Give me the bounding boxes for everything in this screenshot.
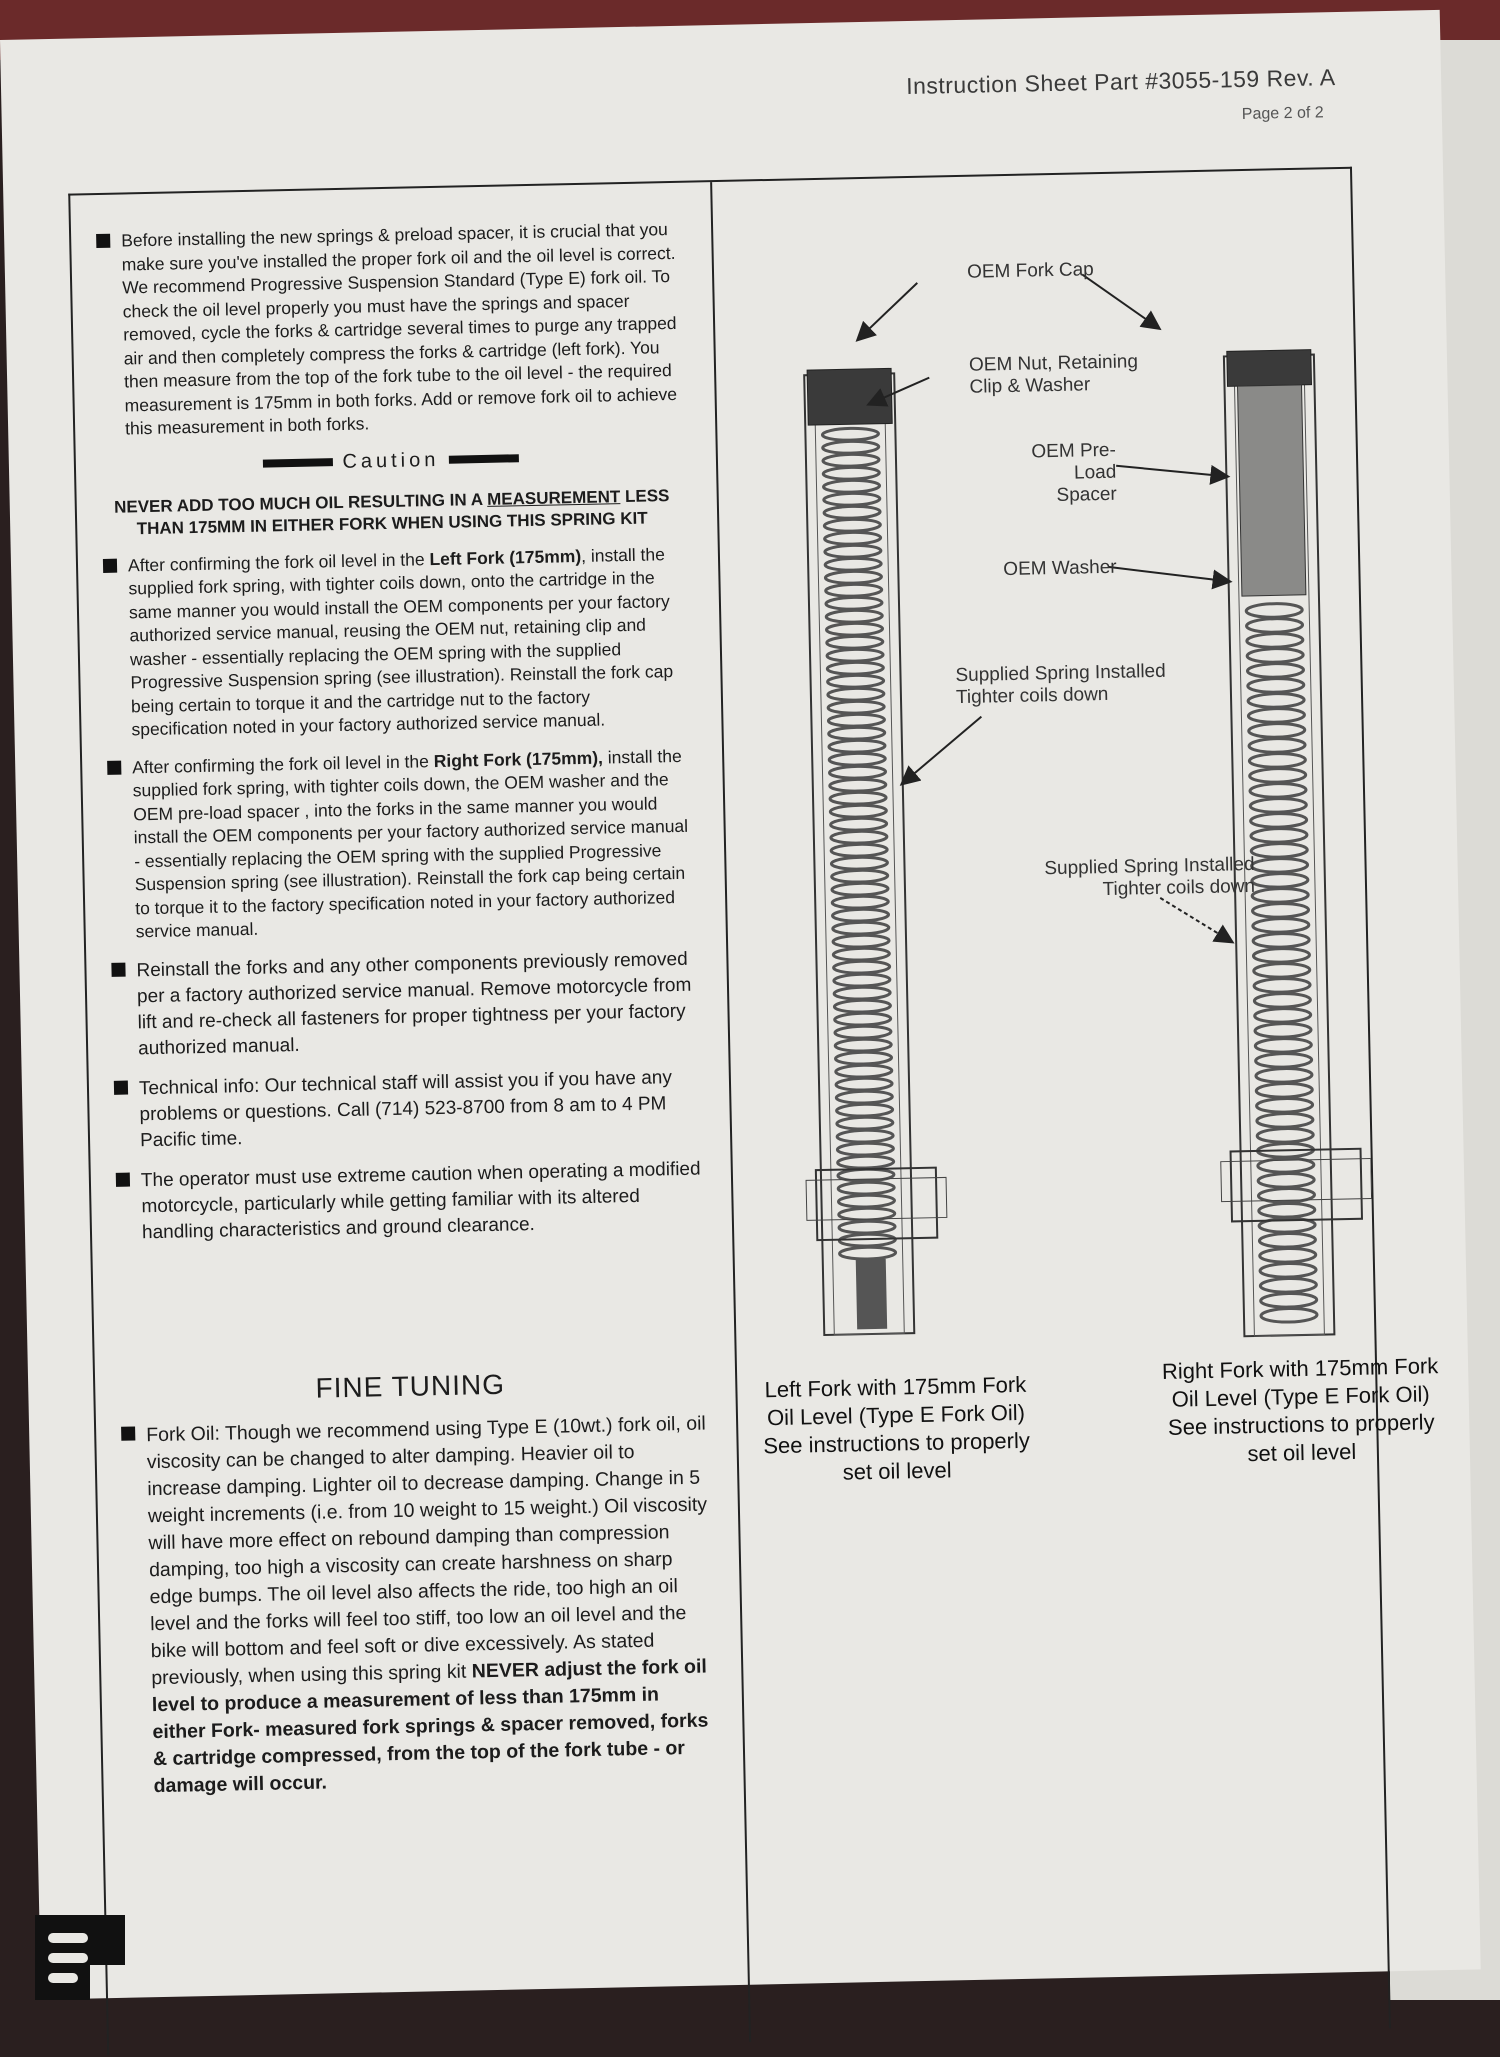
right-fork-paragraph: After confirming the fork oil level in the Right Fork (175mm), install the supplied fork spring, with tighter coils down, the OEM washer and the OEM pre-load spacer , into the forks in the same manner you would install the OEM components per your factory authorized service manual - essentially replacing the OEM spring with the supplied Progressive Suspension spring (see illustration). Reinstall the fork cap being certain to torque it to the factory specification noted in your factory authorized service manual. (102, 744, 696, 944)
spring-coil (834, 974, 890, 987)
spring-coil (839, 1247, 895, 1260)
spring-coil (825, 571, 881, 584)
caution-bar-icon (449, 454, 519, 463)
spring-coil (1250, 783, 1306, 798)
spring-coil (1257, 1128, 1313, 1143)
operator-caution-paragraph: The operator must use extreme caution when operating a modified motorcycle, particularly while getting familiar with its altered handling characteristics and ground clearance. (111, 1156, 703, 1246)
spring-coil (827, 662, 883, 675)
caution-heading: Caution (96, 443, 686, 478)
caption-right-fork: Right Fork with 175mm Fork Oil Level (Type E Fork Oil) See instructions to properly set oil level (1161, 1353, 1439, 1467)
oil-warning: NEVER ADD TOO MUCH OIL RESULTING IN A MEASUREMENT LESS THAN 175MM IN EITHER FORK WHEN USING THIS SPRING KIT (113, 485, 670, 538)
spring-coil (1250, 798, 1306, 813)
spring-coil (827, 649, 883, 662)
spring-coil (831, 857, 887, 870)
spring-coil (1247, 648, 1303, 663)
spring-coil (1258, 1173, 1314, 1188)
spring-coil (824, 493, 880, 506)
spring-coil (1251, 828, 1307, 843)
spring-coil (1256, 1083, 1312, 1098)
label-fork-cap: OEM Fork Cap (966, 259, 1094, 283)
spring-coil (830, 779, 886, 792)
spring-coil (1252, 903, 1308, 918)
caption-left-fork: Left Fork with 175mm Fork Oil Level (Type E Fork Oil) See instructions to properly set oil level (763, 1371, 1031, 1485)
spring-coil (1252, 888, 1308, 903)
spring-coil (825, 545, 881, 558)
technical-info-paragraph: Technical info: Our technical staff will assist you if you have any problems or questions. Call (714) 523-8700 from 8 am to 4 PM Pacific time. (109, 1064, 701, 1154)
spring-coil (835, 1026, 891, 1039)
spring-coil (1255, 1008, 1311, 1023)
spring-coil (833, 922, 889, 935)
spring-coil (1248, 678, 1304, 693)
spring-coil (1259, 1233, 1315, 1248)
spring-coil (1246, 603, 1302, 618)
spring-coil (1260, 1248, 1316, 1263)
spring-coil (835, 1039, 891, 1052)
spring-coil (836, 1091, 892, 1104)
spring-coil (828, 688, 884, 701)
spring-coil (1255, 1023, 1311, 1038)
bullet-square-icon (111, 962, 125, 976)
instructions-column (91, 218, 714, 1815)
spring-coil (830, 792, 886, 805)
spring-coil (837, 1143, 893, 1156)
spring-coil (826, 610, 882, 623)
spring-coil (1253, 948, 1309, 963)
spring-coil (827, 636, 883, 649)
spring-coil (1261, 1308, 1317, 1323)
label-spring-left: Supplied Spring Installed Tighter coils down (955, 660, 1166, 709)
spring-coil (825, 558, 881, 571)
spring-coil (1261, 1293, 1317, 1308)
spring-coil (837, 1117, 893, 1130)
spring-coil (1247, 663, 1303, 678)
spring-coil (824, 506, 880, 519)
spring-coil (829, 727, 885, 740)
spring-coil (828, 675, 884, 688)
fork-oil-paragraph: Fork Oil: Though we recommend using Type E (10wt.) fork oil, oil viscosity can be changed to alter damping. Heavier oil to increase damping. Lighter oil to decrease damping. Change in 5 weight increments (i.e. from 10 weight to 15 weight.) Oil viscosity will have more effect on rebound damping than compression damping, too high a viscosity can create harshness on sharp edge bumps. The oil level also affects the ride, too high an oil level and the forks will feel too stiff, too low an oil level and the bike will bottom and feel soft or dive excessively. As stated previously, when using this spring kit NEVER adjust the fork oil level to produce a measurement of less than 175mm in either Fork- measured fork springs & spacer removed, forks & cartridge compressed, from the top of the fork tube - or damage will occur. (116, 1410, 714, 1800)
spring-coil (1252, 873, 1308, 888)
spring-coil (1256, 1068, 1312, 1083)
spring-coil (832, 896, 888, 909)
label-preload-spacer: OEM Pre-Load Spacer (1031, 439, 1117, 506)
sheet-title: Instruction Sheet Part #3055-159 Rev. A (905, 64, 1336, 100)
spring-coil (1260, 1263, 1316, 1278)
spring-coil (836, 1065, 892, 1078)
spring-coil (832, 883, 888, 896)
spring-coil (823, 467, 879, 480)
spring-coil (835, 1013, 891, 1026)
spring-coil (829, 766, 885, 779)
left-fork-paragraph: After confirming the fork oil level in the Left Fork (175mm), install the supplied fork spring, with tighter coils down, onto the cartridge in the same manner you would install the OEM components per your factory authorized service manual, reusing the OEM nut, retaining clip and washer - essentially replacing the OEM spring with the supplied Progressive Suspension spring (see illustration). Reinstall the fork cap being certain to torque it and the cartridge nut to the factory specification noted in your factory authorized service manual. (98, 542, 692, 742)
spring-coil (1251, 858, 1307, 873)
spring-coil (826, 623, 882, 636)
spring-coil (828, 701, 884, 714)
spring-coil (826, 597, 882, 610)
spring-coil (833, 935, 889, 948)
bullet-square-icon (116, 1172, 130, 1186)
spring-coil (829, 753, 885, 766)
oil-check-paragraph: Before installing the new springs & preload spacer, it is crucial that you make sure you've installed the proper fork oil and the oil level is correct. We recommend Progressive Suspension Standard (Type E) fork oil. To check the oil level properly you must have the springs and spacer removed, cycle the forks & cartridge several times to purge any trapped air and then completely compress the forks & cartridge (left fork). You then measure from the top of the fork tube to the oil level - the required measurement is 175mm in both forks. Add or remove fork oil to achieve this measurement in both forks. (91, 218, 685, 442)
spring-coil (836, 1104, 892, 1117)
bullet-square-icon (103, 558, 117, 572)
spring-coil (829, 740, 885, 753)
spring-coil (1247, 633, 1303, 648)
spring-coil (838, 1182, 894, 1195)
spring-coil (1257, 1113, 1313, 1128)
spring-coil (1248, 693, 1304, 708)
spring-coil (1249, 753, 1305, 768)
bullet-square-icon (107, 760, 121, 774)
right-fork-drawing (1204, 349, 1375, 1337)
bullet-square-icon (96, 234, 110, 248)
spring-coil (822, 428, 878, 441)
instruction-sheet (0, 10, 1481, 2000)
spring-coil (834, 1000, 890, 1013)
fork-diagram (715, 169, 1439, 1682)
spring-coil (838, 1156, 894, 1169)
bullet-square-icon (121, 1426, 135, 1440)
spring-coil (831, 844, 887, 857)
spring-coil (1255, 1038, 1311, 1053)
bullet-square-icon (114, 1080, 128, 1094)
page-number: Page 2 of 2 (1241, 104, 1324, 124)
spring-coil (1256, 1098, 1312, 1113)
spring-coil (1260, 1278, 1316, 1293)
spring-coil (1246, 618, 1302, 633)
spring-coil (834, 987, 890, 1000)
fine-tuning-title: FINE TUNING (315, 1368, 506, 1404)
spring-coil (826, 584, 882, 597)
spring-coil (828, 714, 884, 727)
spring-coil (836, 1078, 892, 1091)
label-oem-washer: OEM Washer (1003, 556, 1117, 581)
spring-coil (1253, 933, 1309, 948)
spring-coil (823, 480, 879, 493)
spring-coil (1253, 918, 1309, 933)
spring-coil (837, 1130, 893, 1143)
spring-coil (1249, 738, 1305, 753)
spring-coil (1254, 993, 1310, 1008)
spring-coil (1259, 1203, 1315, 1218)
left-fork-drawing (789, 368, 949, 1336)
spring-coil (831, 831, 887, 844)
spring-coil (823, 441, 879, 454)
spring-coil (830, 805, 886, 818)
spring-coil (823, 454, 879, 467)
progressive-logo-icon (30, 1915, 130, 2000)
label-nut-retaining: OEM Nut, Retaining Clip & Washer (968, 351, 1139, 398)
spring-coil (838, 1195, 894, 1208)
spring-coil (833, 948, 889, 961)
spring-coil (1250, 813, 1306, 828)
spring-coil (825, 532, 881, 545)
spring-coil (830, 818, 886, 831)
spring-coil (832, 909, 888, 922)
spring-coil (1256, 1053, 1312, 1068)
spring-coil (1250, 768, 1306, 783)
caution-bar-icon (262, 458, 332, 467)
label-spring-right: Supplied Spring Installed Tighter coils down (1044, 853, 1256, 901)
spring-coil (1254, 978, 1310, 993)
spring-coil (839, 1221, 895, 1234)
spring-coil (1254, 963, 1310, 978)
spring-coil (1248, 708, 1304, 723)
spring-coil (832, 870, 888, 883)
reinstall-paragraph: Reinstall the forks and any other components previously removed per a factory authorized service manual. Remove motorcycle from lift and re-check all fasteners for proper tightness per your factory authorized manual. (106, 946, 698, 1062)
spring-coil (835, 1052, 891, 1065)
spring-coil (833, 961, 889, 974)
content-frame (68, 167, 1439, 2055)
spring-coil (1251, 843, 1307, 858)
spring-coil (1249, 723, 1305, 738)
spring-coil (824, 519, 880, 532)
